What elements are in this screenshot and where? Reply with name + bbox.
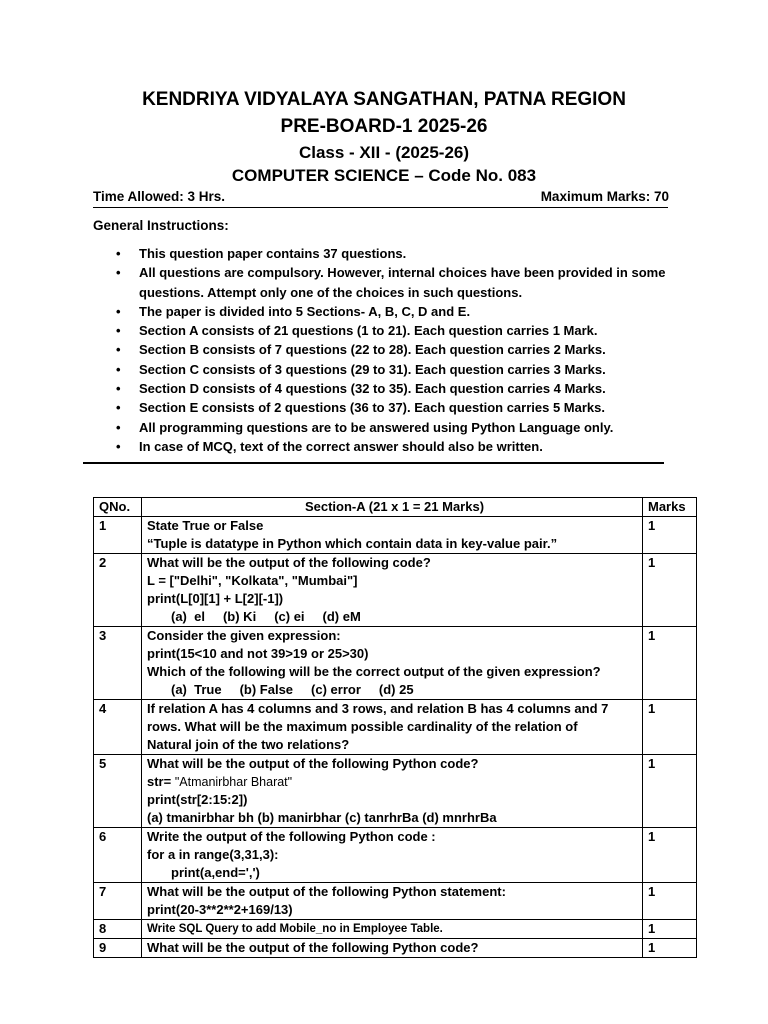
question-marks: 1 [643, 554, 697, 627]
question-text [142, 517, 643, 554]
question-line: What will be the output of the following Python code? [147, 756, 479, 771]
option: (b) Ki [222, 609, 257, 624]
question-number: 7 [94, 883, 142, 920]
questions-table [93, 497, 697, 958]
table-row [94, 755, 697, 828]
instruction-item: • All questions are compulsory. However, internal choices have been provided in some questions. Attempt only one of the choices in such questions. [93, 263, 693, 302]
question-marks: 1 [643, 700, 697, 755]
class-title: Class - XII - (2025-26) [298, 143, 470, 162]
instruction-item: • This question paper contains 37 questions. [93, 244, 693, 263]
header-section: Section-A (21 x 1 = 21 Marks) [142, 498, 643, 517]
question-text [142, 939, 643, 958]
question-line: What will be the output of the following code? [147, 555, 431, 570]
question-line: print(L[0][1] + L[2][-1]) [147, 591, 284, 606]
instructions-title: General Instructions: [93, 218, 229, 233]
instruction-item: • In case of MCQ, text of the correct answer should also be written. [93, 437, 693, 456]
instruction-item: • Section A consists of 21 questions (1 to 21). Each question carries 1 Mark. [93, 321, 693, 340]
instruction-item: • The paper is divided into 5 Sections- A, B, C, D and E. [93, 302, 693, 321]
time-allowed: Time Allowed: 3 Hrs. [93, 189, 226, 204]
question-line: Write SQL Query to add Mobile_no in Employee Table. [147, 923, 443, 935]
exam-meta [93, 189, 669, 207]
option: (c) ei [274, 609, 305, 624]
question-line: If relation A has 4 columns and 3 rows, and relation B has 4 columns and 7 [147, 701, 609, 716]
question-number: 3 [94, 627, 142, 700]
table-row [94, 517, 697, 554]
question-line: Which of the following will be the correct output of the given expression? [147, 664, 601, 679]
question-options: (a) tmanirbhar bh (b) manirbhar (c) tanrhrBa (d) mnrhrBa [147, 810, 497, 825]
header-marks: Marks [643, 498, 697, 517]
instruction-item: • Section C consists of 3 questions (29 to 31). Each question carries 3 Marks. [93, 360, 693, 379]
question-number: 1 [94, 517, 142, 554]
option: (a) True [171, 682, 222, 697]
question-text [142, 554, 643, 627]
question-line: print(a,end=',') [171, 865, 260, 880]
option: (c) error [311, 682, 361, 697]
table-row [94, 939, 697, 958]
question-marks: 1 [643, 755, 697, 828]
question-line: State True or False [147, 518, 264, 533]
question-line: Write the output of the following Python code : [147, 829, 436, 844]
instruction-item: • Section D consists of 4 questions (32 to 35). Each question carries 4 Marks. [93, 379, 693, 398]
question-options [147, 608, 642, 626]
question-marks: 1 [643, 828, 697, 883]
table-row [94, 883, 697, 920]
table-row [94, 627, 697, 700]
question-text [142, 828, 643, 883]
question-marks: 1 [643, 627, 697, 700]
question-line [147, 773, 642, 791]
table-header-row [94, 498, 697, 517]
header-qno: QNo. [94, 498, 142, 517]
table-row [94, 554, 697, 627]
question-line: “Tuple is datatype in Python which contain data in key-value pair.” [147, 536, 558, 551]
question-text [142, 755, 643, 828]
question-text [142, 920, 643, 939]
option: (d) eM [322, 609, 361, 624]
question-line: Natural join of the two relations? [147, 737, 350, 752]
maximum-marks: Maximum Marks: 70 [540, 189, 669, 204]
question-line: print(15<10 and not 39>19 or 25>30) [147, 646, 369, 661]
question-text [142, 883, 643, 920]
question-text [142, 627, 643, 700]
code-string: "Atmanirbhar Bharat" [174, 775, 293, 789]
instructions-list [93, 244, 693, 456]
org-title: KENDRIYA VIDYALAYA SANGATHAN, PATNA REGION [142, 89, 626, 110]
option: (b) False [239, 682, 294, 697]
meta-divider [93, 207, 668, 208]
question-number: 9 [94, 939, 142, 958]
question-marks: 1 [643, 939, 697, 958]
question-number: 2 [94, 554, 142, 627]
question-number: 6 [94, 828, 142, 883]
instruction-item: • Section E consists of 2 questions (36 to 37). Each question carries 5 Marks. [93, 398, 693, 417]
question-line: print(str[2:15:2]) [147, 792, 248, 807]
exam-title: PRE-BOARD-1 2025-26 [280, 116, 488, 137]
question-text [142, 700, 643, 755]
question-line: for a in range(3,31,3): [147, 847, 279, 862]
section-divider [83, 462, 664, 464]
table-row [94, 920, 697, 939]
question-marks: 1 [643, 517, 697, 554]
question-line: L = ["Delhi", "Kolkata", "Mumbai"] [147, 573, 358, 588]
question-number: 4 [94, 700, 142, 755]
question-line: What will be the output of the following Python statement: [147, 884, 506, 899]
code-prefix: str= [147, 774, 175, 789]
instruction-item: • Section B consists of 7 questions (22 to 28). Each question carries 2 Marks. [93, 340, 693, 359]
question-number: 8 [94, 920, 142, 939]
question-line: print(20-3**2**2+169/13) [147, 902, 293, 917]
option: (d) 25 [378, 682, 414, 697]
option: (a) el [171, 609, 205, 624]
question-options [147, 681, 642, 699]
question-line: Consider the given expression: [147, 628, 341, 643]
question-marks: 1 [643, 883, 697, 920]
question-line: What will be the output of the following Python code? [147, 940, 479, 955]
question-marks: 1 [643, 920, 697, 939]
instruction-item: • All programming questions are to be answered using Python Language only. [93, 418, 693, 437]
question-line: rows. What will be the maximum possible cardinality of the relation of [147, 719, 578, 734]
table-row [94, 700, 697, 755]
question-number: 5 [94, 755, 142, 828]
subject-title: COMPUTER SCIENCE – Code No. 083 [231, 166, 537, 185]
table-row [94, 828, 697, 883]
